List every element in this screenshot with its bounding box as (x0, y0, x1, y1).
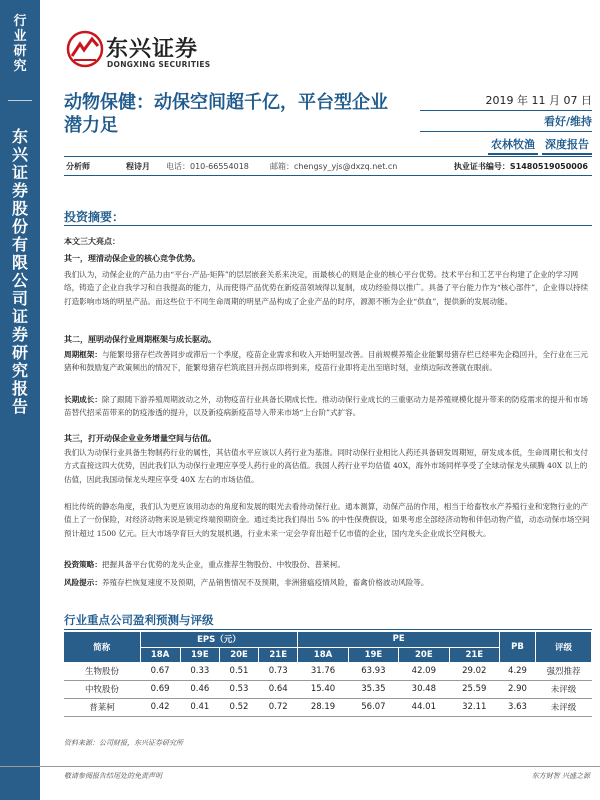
risk (64, 576, 590, 589)
footer-disclaimer: 敬请参阅报告结尾处的免责声明 (64, 772, 162, 780)
point2-heading: 其二，厘明动保行业周期框架与成长驱动。 (64, 335, 216, 344)
table-title-divider (64, 629, 592, 630)
header-year: 19E (180, 647, 219, 662)
footer-divider (0, 766, 600, 767)
header-year: 20E (399, 647, 449, 662)
company-logo (66, 28, 236, 72)
report-tags (420, 135, 592, 155)
table-cell: 44.01 (399, 698, 449, 716)
point2-cycle (64, 348, 590, 375)
table-cell: 0.52 (219, 698, 258, 716)
table-cell: 56.07 (348, 698, 398, 716)
analyst-license: 执业证书编号：S1480519050006 (453, 161, 588, 171)
risk-text: 养殖存栏恢复速度不及预期，产品销售情况不及预期，非洲猪瘟疫情风险，畜禽价格波动风险等。 (101, 578, 429, 587)
table-cell: 0.69 (140, 680, 180, 698)
table-cell: 25.59 (449, 680, 499, 698)
company-name-cell: 普莱柯 (64, 698, 140, 716)
report-meta (420, 92, 592, 155)
table-cell: 0.51 (219, 662, 258, 680)
strategy (64, 558, 590, 571)
summary-intro: 本文三大亮点： (64, 237, 120, 246)
point3-text-b: 相比传统的静态角度，我们认为更应该用动态的角度和发展的眼光去看待动保行业。通本测算，动保产品的作用，相当于给畜牧水产养殖行业和宠物行业的产值上了一份保险，对经济动物来说是锁定终端预期资金。通过类比我们得出 5% 的中性保费假设，如果考虑全部经济动物和伴侣动物产值，动态动保市场空间预计超过 1500 亿元。巨大市场孕育巨大的发展机遇，行业未来一定会孕育出超千亿市值的企业，国内龙头企业成长空间极大。 (64, 502, 590, 538)
table-cell: 未评级 (536, 680, 592, 698)
table-cell: 32.11 (449, 698, 499, 716)
table-cell: 3.63 (500, 698, 536, 716)
logo-english-name: DONGXING SECURITIES (107, 60, 211, 69)
company-name-cell: 中牧股份 (64, 680, 140, 698)
table-cell: 0.33 (180, 662, 219, 680)
table-cell: 42.09 (399, 662, 449, 680)
logo-mark-icon (66, 30, 104, 68)
table-cell: 0.53 (219, 680, 258, 698)
analyst-name: 程诗月 (126, 161, 150, 171)
table-cell: 0.64 (259, 680, 298, 698)
table-source: 资料来源：公司财报，东兴证券研究所 (64, 739, 183, 747)
table-row (64, 698, 592, 716)
sidebar (0, 0, 40, 800)
table-cell: 4.29 (500, 662, 536, 680)
sidebar-divider (8, 100, 32, 101)
header-pe: PE (298, 632, 500, 647)
strategy-label: 投资策略： (64, 560, 102, 569)
tag-industry: 农林牧渔 (488, 135, 538, 155)
table-cell: 28.19 (298, 698, 348, 716)
table-row (64, 680, 592, 698)
strategy-text: 把握具备平台优势的龙头企业，重点推荐生物股份、中牧股份、普莱柯。 (101, 560, 345, 569)
table-cell: 0.72 (259, 698, 298, 716)
tag-report-type: 深度报告 (542, 135, 592, 155)
header-rating: 评级 (536, 632, 592, 662)
analyst-email: 邮箱：chengsy_yjs@dxzq.net.cn (270, 161, 398, 171)
header-pb: PB (500, 632, 536, 662)
table-cell: 29.02 (449, 662, 499, 680)
risk-label: 风险提示： (64, 578, 102, 587)
table-cell: 2.90 (500, 680, 536, 698)
table-cell: 35.35 (348, 680, 398, 698)
table-cell: 强烈推荐 (536, 662, 592, 680)
report-title: 动物保健：动保空间超千亿，平台型企业潜力足 (64, 92, 388, 136)
company-name-cell: 生物股份 (64, 662, 140, 680)
growth-label: 长期成长： (64, 395, 102, 404)
table-cell: 63.93 (348, 662, 398, 680)
sidebar-company: 东 兴 证 券 股 份 有 限 公 司 证 券 研 究 报 告 (11, 127, 28, 416)
table-cell: 未评级 (536, 698, 592, 716)
table-cell: 0.46 (180, 680, 219, 698)
table-cell: 0.41 (180, 698, 219, 716)
analyst-bar (64, 156, 592, 176)
logo-chinese-name: 东兴证券 (106, 37, 199, 62)
sidebar-category: 行 业 研 究 (13, 14, 27, 74)
header-year: 19E (348, 647, 398, 662)
table-cell: 0.67 (140, 662, 180, 680)
footer-slogan: 东方财智 兴盛之源 (531, 772, 590, 780)
header-name: 简称 (64, 632, 140, 662)
header-year: 21E (259, 647, 298, 662)
analyst-phone: 电话：010-66554018 (166, 161, 249, 171)
table-cell: 0.42 (140, 698, 180, 716)
table-row (64, 662, 592, 680)
table-cell: 30.48 (399, 680, 449, 698)
table-cell: 0.73 (259, 662, 298, 680)
point3-heading: 其三，打开动保企业业务增量空间与估值。 (64, 434, 216, 443)
point3-text-a: 我们认为动保行业具备生物制药行业的属性，其估值水平应该以人药行业为基准。同时动保行业相比人药还具备研发周期短，研发成本低，生命周期长和支付方式直接这四大优势，因此我们认为动保行业理应享受人药行业的高估值。我国人药行业平均估值 40X，海外市场同样享受了全球动保龙头硕腾 40X 以上的估值，因此我国动保龙头理应享受 40X 左右的市场估值。 (64, 448, 588, 484)
header-eps: EPS（元） (140, 632, 298, 647)
cycle-label: 周期框架： (64, 350, 102, 359)
report-rating: 看好/维持 (420, 111, 592, 132)
cycle-text: 与能繁母猪存栏改善同步或滞后一个季度，疫苗企业需求和收入开始明显改善。目前规模养殖企业能繁母猪存栏已经率先企稳回升，全行业在三元猪种和鼓励复产政策频出的情况下，能繁母猪存栏筑底回升拐点即将到来，疫苗行业即将走出至暗时刻，业绩边际改善就在眼前。 (64, 350, 588, 373)
growth-text: 除了跟随下游养殖周期波动之外，动物疫苗行业具备长期成长性。推动动保行业成长的三重驱动力是养殖规模化提升带来的防疫需求的提升和市场苗替代招采苗带来的防疫渗透的提升，以及新疫病新疫苗导入带来市场“上台阶”式扩容。 (64, 395, 588, 418)
table-title: 行业重点公司盈利预测与评级 (64, 613, 214, 627)
table-cell: 15.40 (298, 680, 348, 698)
point1-text: 我们认为，动保企业的产品力由“平台-产品-矩阵”的层层嵌套关系来决定，而最核心的则是企业的核心平台优势。技术平台和工艺平台构建了企业的学习网络，铸造了企业自我学习和自我提高的能力，从而使得产品优势在新疫苗领域得以复制，成功经验得以推广。具备了平台能力作为“核心部件”，企业得以持续打造影响市场的明星产品。而这些位于不同生命周期的明星产品构成了企业产品的时序，源源不断为企业“供血”，提供新的发展动能。 (64, 270, 589, 306)
header-year: 20E (219, 647, 258, 662)
analyst-label: 分析师 (66, 161, 90, 171)
table-cell: 31.76 (298, 662, 348, 680)
point2-growth (64, 393, 590, 420)
header-year: 18A (140, 647, 180, 662)
forecast-table (64, 632, 592, 717)
header-year: 21E (449, 647, 499, 662)
summary-heading: 投资摘要： (64, 210, 125, 224)
report-date: 2019 年 11 月 07 日 (420, 92, 592, 111)
point1-heading: 其一，理清动保企业的核心竞争优势。 (64, 254, 200, 263)
header-year: 18A (298, 647, 348, 662)
summary-divider (64, 225, 592, 226)
